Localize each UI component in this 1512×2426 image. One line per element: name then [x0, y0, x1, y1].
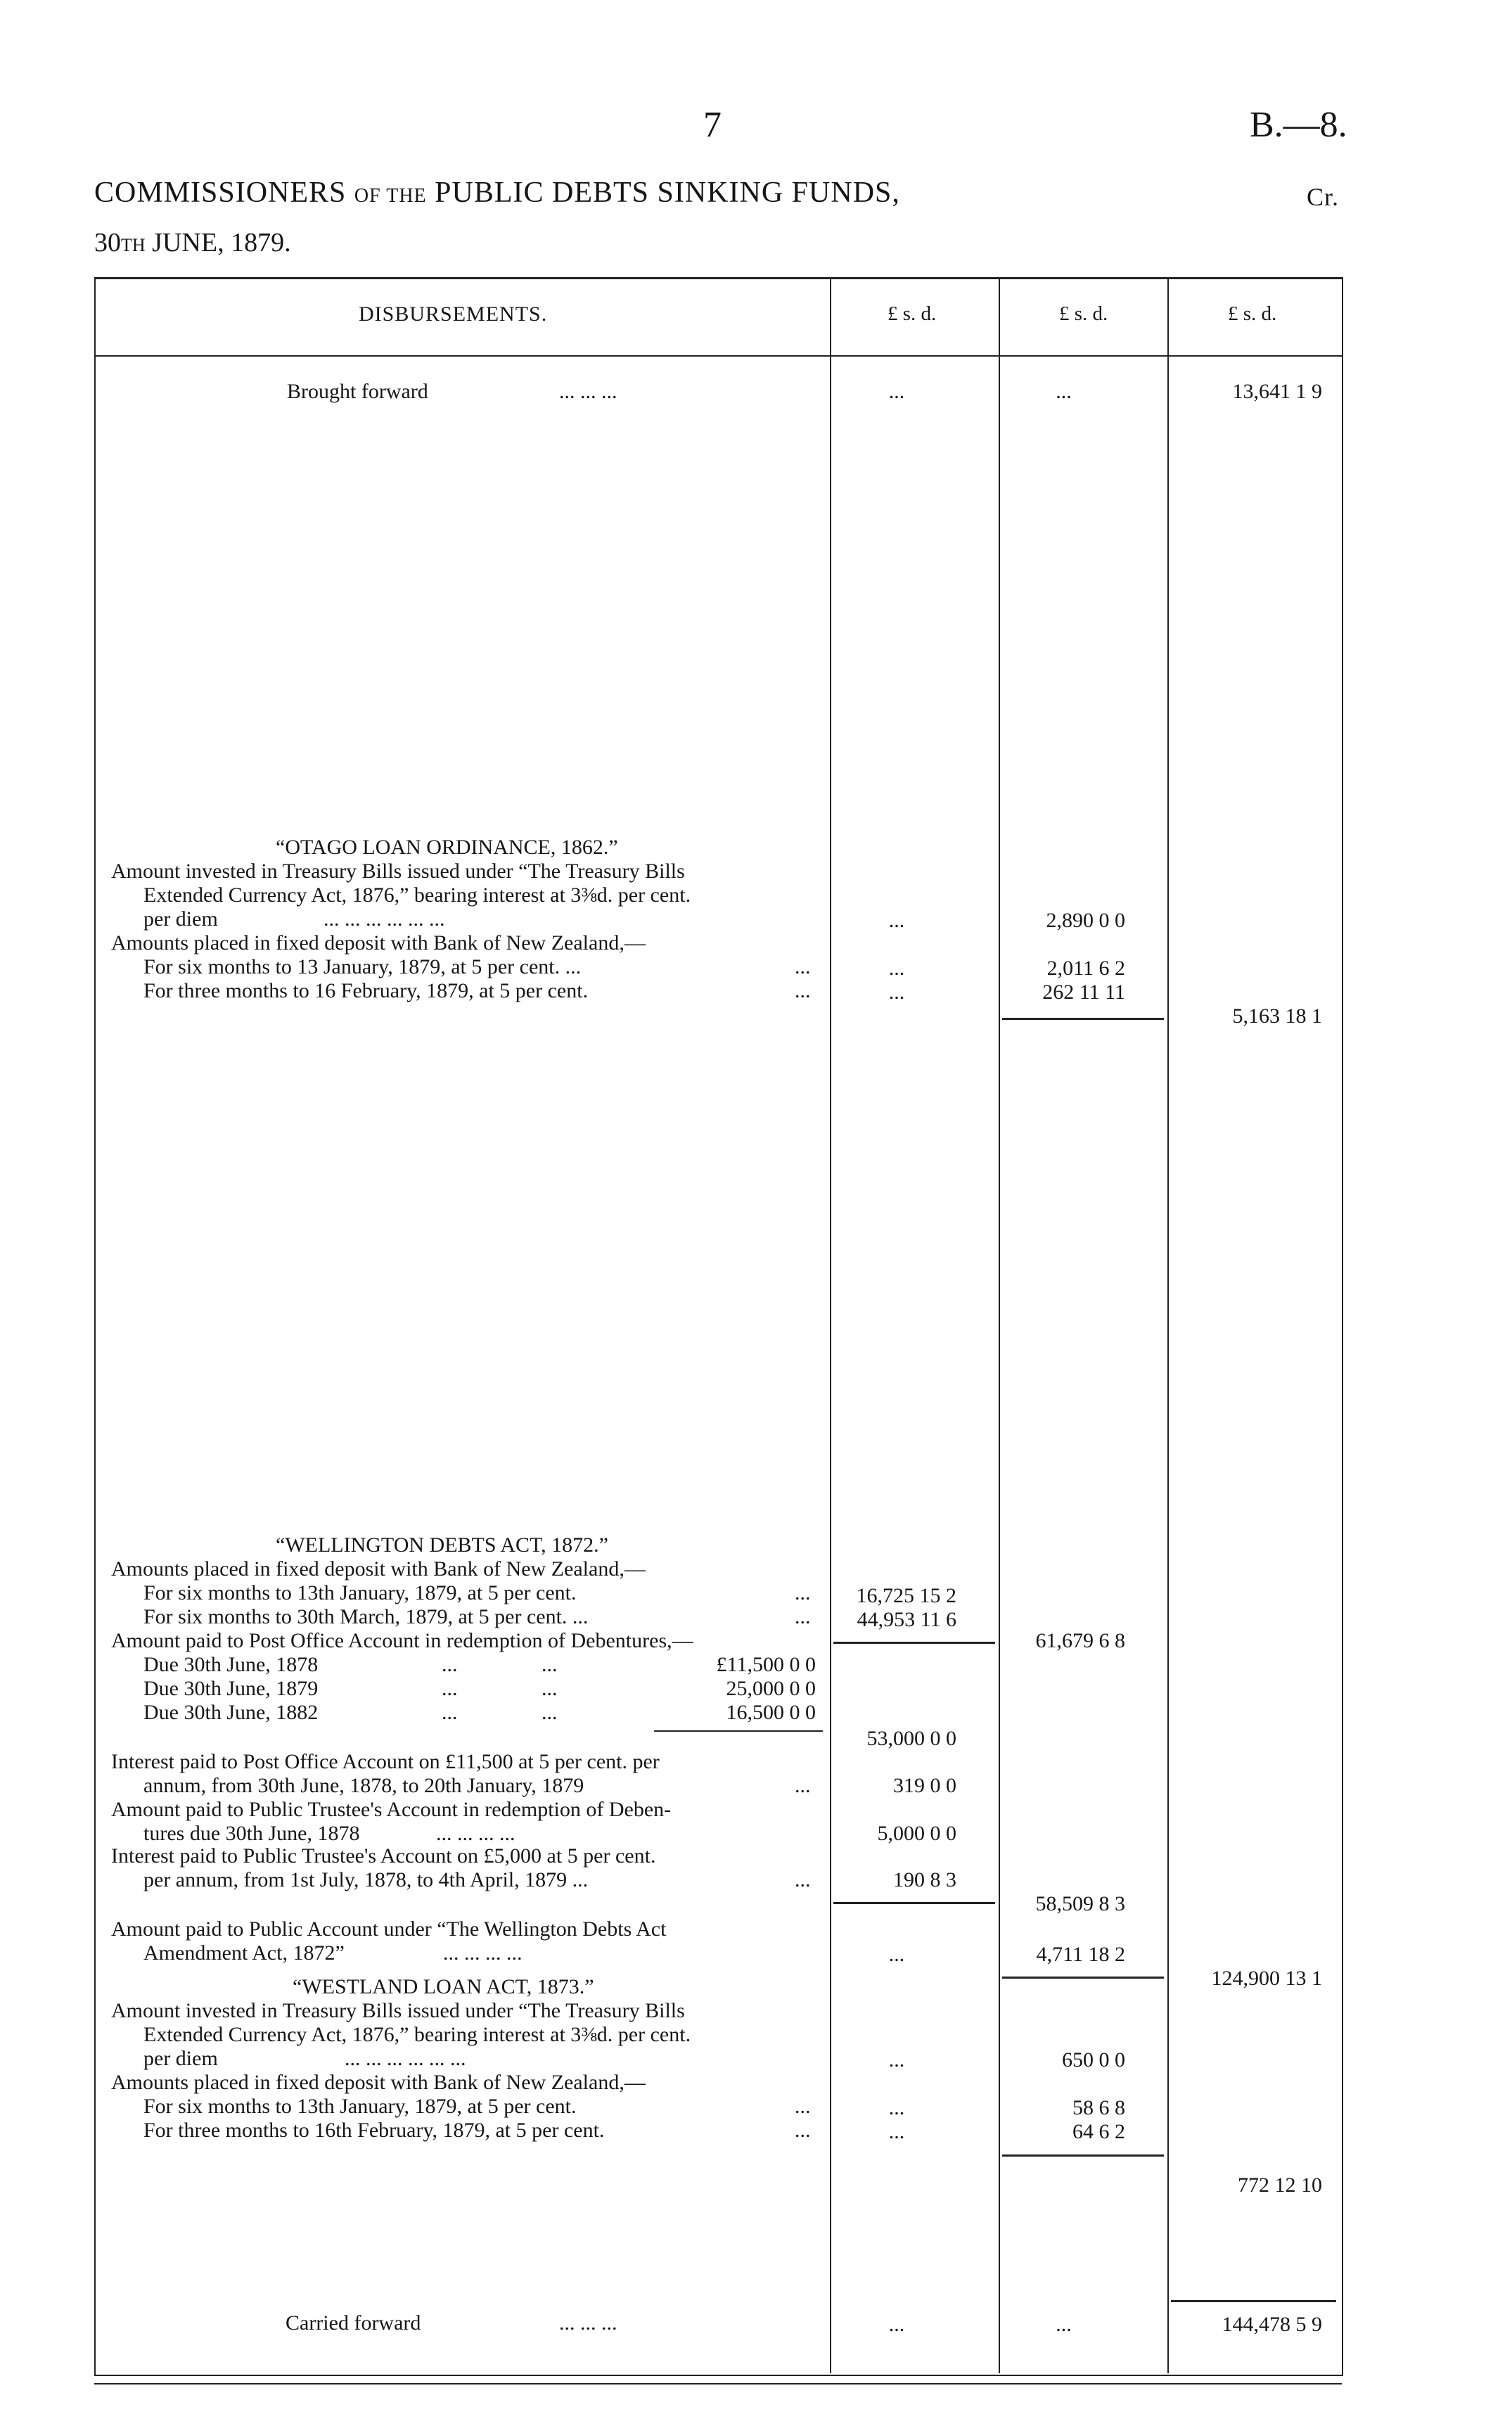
- westland-line-6-col2: 64 6 2: [1072, 2120, 1125, 2143]
- date-year: , 1879.: [217, 228, 291, 257]
- leader-dots: ...: [542, 1677, 558, 1700]
- leader-dots: ... ... ... ...: [443, 1941, 523, 1965]
- public-account-line-a: Amount paid to Public Account under “The Wellington Debts Act: [111, 1917, 667, 1941]
- leader-dots: ... ... ... ... ... ...: [345, 2047, 466, 2070]
- title-part-of: OF THE: [354, 185, 427, 207]
- leader-dots: ...: [795, 955, 811, 978]
- due-3-label: Due 30th June, 1882: [143, 1701, 319, 1724]
- date-day: 30: [94, 228, 121, 257]
- trustee-1-line-a: Amount paid to Public Trustee's Account in redemption of Deben-: [111, 1798, 672, 1821]
- leader-dots: ...: [442, 1701, 458, 1724]
- leader-dots: ...: [795, 2095, 811, 2118]
- otago-line-6-col2: 262 11 11: [1042, 981, 1125, 1004]
- westland-line-5-col1: ...: [888, 2096, 905, 2119]
- brought-forward-label: Brought forward: [287, 380, 428, 403]
- column-divider-2: [999, 277, 1000, 2373]
- leader-dots: ...: [442, 1677, 458, 1700]
- due-2-label: Due 30th June, 1879: [143, 1677, 319, 1700]
- grand-total-rule: [1171, 2300, 1336, 2302]
- interest-2-amount: 190 8 3: [893, 1868, 956, 1891]
- title-part-a: COMMISSIONERS: [94, 177, 354, 209]
- otago-line-3: per diem: [143, 907, 218, 931]
- otago-line-1: Amount invested in Treasury Bills issued under “The Treasury Bills: [111, 860, 685, 883]
- leader-dots: ...: [542, 1653, 558, 1676]
- leader-dots: ...: [795, 2119, 811, 2142]
- leader-dots: ...: [795, 1774, 811, 1797]
- table-frame: [94, 277, 1343, 2376]
- brought-forward-col2: ...: [1056, 380, 1072, 403]
- otago-line-4: Amounts placed in fixed deposit with Bank of New Zealand,—: [111, 931, 646, 955]
- westland-line-3-col1: ...: [888, 2048, 905, 2071]
- table-bottom-rule: [94, 2383, 1342, 2384]
- wellington-line-3-col1: 44,953 11 6: [857, 1608, 956, 1631]
- column-divider-3: [1167, 277, 1169, 2373]
- brought-forward-total: 13,641 1 9: [1232, 380, 1322, 403]
- westland-sum-rule: [1002, 2154, 1164, 2157]
- wellington-heading: “WELLINGTON DEBTS ACT, 1872.”: [276, 1533, 608, 1557]
- wellington-line-2-col1: 16,725 15 2: [856, 1584, 956, 1607]
- westland-line-2: Extended Currency Act, 1876,” bearing interest at 3⅜d. per cent.: [143, 2023, 691, 2046]
- due-total: 53,000 0 0: [866, 1727, 956, 1750]
- leader-dots: ...: [795, 979, 811, 1002]
- wellington-subtotal-2: 58,509 8 3: [1035, 1892, 1125, 1915]
- carried-forward-total: 144,478 5 9: [1222, 2313, 1322, 2336]
- westland-total: 772 12 10: [1238, 2173, 1322, 2197]
- westland-heading: “WESTLAND LOAN ACT, 1873.”: [293, 1975, 594, 1998]
- column-heading-2: £ s. d.: [1059, 302, 1108, 325]
- column-heading-3: £ s. d.: [1228, 302, 1277, 325]
- interest-1-line-b: annum, from 30th June, 1878, to 20th January, 1879: [143, 1774, 584, 1797]
- westland-line-4: Amounts placed in fixed deposit with Bank of New Zealand,—: [111, 2071, 646, 2094]
- carried-forward-label: Carried forward: [286, 2311, 421, 2335]
- due-1-label: Due 30th June, 1878: [143, 1653, 319, 1676]
- westland-line-1: Amount invested in Treasury Bills issued under “The Treasury Bills: [111, 1999, 685, 2022]
- leader-dots: ... ... ...: [559, 380, 617, 403]
- wellington-sum-rule-2: [833, 1902, 995, 1904]
- interest-1-line-a: Interest paid to Post Office Account on £11,500 at 5 per cent. per: [111, 1750, 660, 1773]
- leader-dots: ... ... ... ...: [436, 1822, 515, 1845]
- interest-1-amount: 319 0 0: [893, 1774, 956, 1797]
- interest-2-line-b: per annum, from 1st July, 1878, to 4th April, 1879 ...: [143, 1868, 589, 1891]
- header-divider: [94, 355, 1342, 357]
- wellington-sum-rule-3: [1002, 1977, 1164, 1979]
- otago-total: 5,163 18 1: [1232, 1004, 1322, 1028]
- leader-dots: ...: [442, 1653, 458, 1676]
- wellington-total: 124,900 13 1: [1211, 1967, 1322, 1990]
- date-month: JUNE: [145, 228, 218, 257]
- otago-line-3-col2: 2,890 0 0: [1046, 909, 1125, 932]
- otago-sum-rule: [1002, 1018, 1164, 1020]
- carried-forward-col1: ...: [888, 2313, 905, 2336]
- page-date: [94, 227, 291, 258]
- public-account-col1: ...: [888, 1943, 905, 1966]
- column-heading-1: £ s. d.: [888, 302, 937, 325]
- date-suffix: TH: [121, 235, 146, 255]
- due-sum-rule: [654, 1730, 823, 1732]
- wellington-sum-rule-1: [833, 1642, 995, 1644]
- otago-line-6: For three months to 16 February, 1879, at 5 per cent.: [143, 979, 589, 1002]
- otago-line-5-col1: ...: [888, 957, 905, 980]
- credit-side-label: Cr.: [1307, 183, 1340, 211]
- public-account-line-b: Amendment Act, 1872”: [143, 1941, 345, 1965]
- wellington-subtotal-1: 61,679 6 8: [1035, 1629, 1125, 1652]
- trustee-1-line-b: tures due 30th June, 1878: [143, 1822, 360, 1845]
- interest-2-line-a: Interest paid to Public Trustee's Account on £5,000 at 5 per cent.: [111, 1844, 656, 1868]
- document-code: B.—8.: [1250, 105, 1347, 145]
- westland-line-3-col2: 650 0 0: [1062, 2048, 1125, 2071]
- carried-forward-col2: ...: [1056, 2313, 1072, 2336]
- otago-heading-text: “OTAGO LOAN ORDINANCE, 1862.”: [276, 836, 618, 859]
- otago-line-5-col2: 2,011 6 2: [1046, 957, 1125, 980]
- otago-line-2: Extended Currency Act, 1876,” bearing interest at 3⅜d. per cent.: [143, 883, 691, 907]
- column-heading-disbursements: DISBURSEMENTS.: [359, 302, 548, 326]
- otago-heading: [276, 836, 618, 860]
- westland-line-6-col1: ...: [888, 2120, 905, 2143]
- wellington-line-2: For six months to 13th January, 1879, at 5 per cent.: [143, 1581, 577, 1604]
- page-title: [94, 176, 900, 210]
- due-2-amount: 25,000 0 0: [726, 1677, 816, 1700]
- leader-dots: ...: [542, 1701, 558, 1724]
- leader-dots: ...: [795, 1605, 811, 1628]
- westland-line-6: For three months to 16th February, 1879, at 5 per cent.: [143, 2119, 605, 2142]
- westland-line-5-col2: 58 6 8: [1072, 2096, 1125, 2119]
- otago-line-3-col1: ...: [888, 909, 905, 932]
- page-number: 7: [703, 105, 722, 145]
- trustee-1-amount: 5,000 0 0: [877, 1822, 956, 1845]
- due-1-amount: £11,500 0 0: [716, 1653, 816, 1676]
- wellington-line-3: For six months to 30th March, 1879, at 5 per cent. ...: [143, 1605, 589, 1628]
- column-divider-1: [830, 277, 831, 2373]
- leader-dots: ...: [795, 1581, 811, 1604]
- otago-line-6-col1: ...: [888, 981, 905, 1004]
- leader-dots: ...: [795, 1868, 811, 1891]
- wellington-line-1: Amounts placed in fixed deposit with Bank of New Zealand,—: [111, 1557, 646, 1581]
- brought-forward-col1: ...: [888, 380, 905, 403]
- wellington-line-4: Amount paid to Post Office Account in redemption of Debentures,—: [111, 1629, 693, 1652]
- due-3-amount: 16,500 0 0: [726, 1701, 816, 1724]
- westland-line-3: per diem: [143, 2047, 218, 2070]
- westland-line-5: For six months to 13th January, 1879, at 5 per cent.: [143, 2095, 577, 2118]
- title-part-b: PUBLIC DEBTS SINKING FUNDS,: [426, 177, 900, 209]
- public-account-col2: 4,711 18 2: [1036, 1943, 1125, 1966]
- leader-dots: ... ... ...: [559, 2311, 617, 2335]
- leader-dots: ... ... ... ... ... ...: [323, 907, 445, 931]
- otago-line-5: For six months to 13 January, 1879, at 5 per cent. ...: [143, 955, 582, 978]
